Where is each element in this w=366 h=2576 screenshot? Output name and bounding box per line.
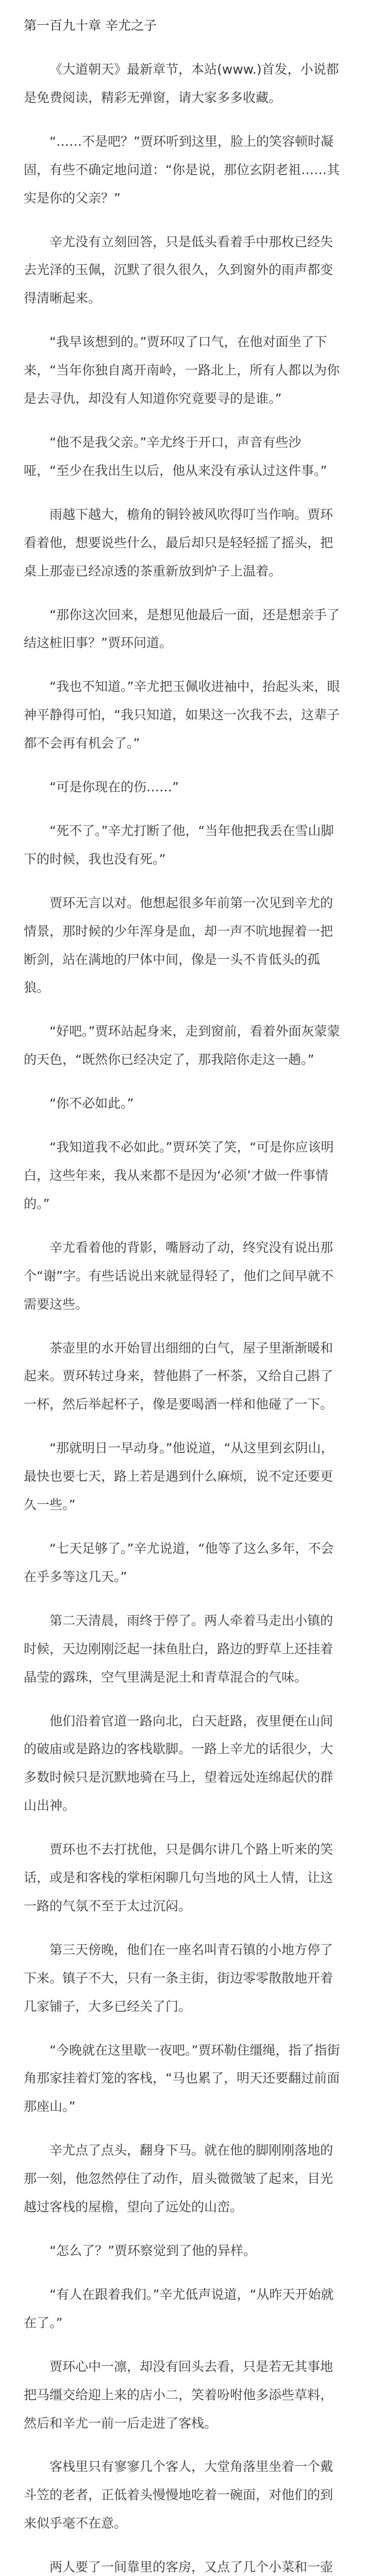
chapter-paragraph: “……不是吧？”贾环听到这里，脸上的笑容顿时凝固，有些不确定地问道：“你是说，那位玄阴老祖……其实是你的父亲？” xyxy=(24,133,340,206)
chapter-paragraph: 贾环心中一凛，却没有回头去看，只是若无其事地把马缰交给迎上来的店小二，笑着吩咐他多添些草料，然后和辛尤一前一后走进了客栈。 xyxy=(24,2359,334,2431)
chapter-paragraph: “你不必如此。” xyxy=(49,1096,134,1111)
chapter-paragraph: “七天足够了。”辛尤说道，“他等了这么多年，不会在乎多等这几天。” xyxy=(24,1540,334,1584)
chapter-paragraph: “好吧。”贾环站起身来，走到窗前，看着外面灰蒙蒙的天色，“既然你已经决定了，那我陪你走这一趟。” xyxy=(24,1024,340,1067)
chapter-paragraph: “有人在跟着我们。”辛尤低声说道，“从昨天开始就在了。” xyxy=(24,2286,334,2330)
chapter-content xyxy=(24,56,342,2576)
chapter-paragraph: 雨越下越大，檐角的铜铃被风吹得叮当作响。贾环看着他，想要说些什么，最后却只是轻轻摇了摇头，把桌上那壶已经凉透的茶重新放到炉子上温着。 xyxy=(24,506,334,579)
chapter-paragraph: “我知道我不必如此。”贾环笑了笑，“可是你应该明白，这些年来，我从来都不是因为‘必须’才做一件事情的。” xyxy=(24,1140,334,1211)
chapter-paragraph: “怎么了？”贾环察觉到了他的异样。 xyxy=(49,2243,256,2258)
chapter-title: 第一百九十章 辛尤之子 xyxy=(24,18,157,33)
chapter-paragraph: 辛尤点了点头，翻身下马。就在他的脚刚刚落地的那一刻，他忽然停住了动作，眉头微微皱了起来，目光越过客栈的屋檐，望向了远处的山峦。 xyxy=(24,2143,334,2215)
chapter-paragraph: 《大道朝天》最新章节，本站(www.)首发，小说都是免费阅读，精彩无弹窗，请大家多多收藏。 xyxy=(24,62,339,105)
chapter-paragraph: 他们沿着官道一路向北，白天赶路，夜里便在山间的破庙或是路边的客栈歇脚。一路上辛尤的话很少，大多数时候只是沉默地骑在马上，望着远处连绵起伏的群山出神。 xyxy=(24,1713,334,1814)
chapter-paragraph: 辛尤没有立刻回答，只是低头看着手中那枚已经失去光泽的玉佩，沉默了很久很久，久到窗外的雨声都变得清晰起来。 xyxy=(24,234,334,306)
chapter-paragraph: 贾环也不去打扰他，只是偶尔讲几个路上听来的笑话，或是和客栈的掌柜闲聊几句当地的风土人情，让这一路的气氛不至于太过沉闷。 xyxy=(24,1842,334,1913)
chapter-paragraph: “可是你现在的伤……” xyxy=(49,779,179,795)
chapter-paragraph: “我早该想到的。”贾环叹了口气，在他对面坐了下来，“当年你独自离开南岭，一路北上，所有人都以为你是去寻仇，却没有人知道你究竟要寻的是谁。” xyxy=(24,334,340,406)
chapter-paragraph: “他不是我父亲。”辛尤终于开口，声音有些沙哑，“至少在我出生以后，他从来没有承认过这件事。” xyxy=(24,434,327,478)
chapter-paragraph: “我也不知道。”辛尤把玉佩收进袖中，抬起头来，眼神平静得可怕，“我只知道，如果这一次我不去，这辈子都不会再有机会了。” xyxy=(24,679,340,751)
chapter-paragraph: “那你这次回来，是想见他最后一面，还是想亲手了结这桩旧事？”贾环问道。 xyxy=(24,607,340,651)
chapter-paragraph: “今晚就在这里歇一夜吧。”贾环勒住缰绳，指了指街角那家挂着灯笼的客栈，“马也累了，明天还要翻过前面那座山。” xyxy=(24,2042,340,2114)
chapter-paragraph: 第三天傍晚，他们在一座名叫青石镇的小地方停了下来。镇子不大，只有一条主街，街边零零散散地开着几家铺子，大多已经关了门。 xyxy=(24,1942,334,2014)
chapter-paragraph: 贾环无言以对。他想起很多年前第一次见到辛尤的情景，那时候的少年浑身是血，却一声不吭地握着一把断剑，站在满地的尸体中间，像是一头不肯低头的孤狼。 xyxy=(24,895,334,995)
chapter-paragraph: 茶壶里的水开始冒出细细的白气，屋子里渐渐暖和起来。贾环转过身来，替他斟了一杯茶，又给自己斟了一杯，然后举起杯子，像是要喝酒一样和他碰了一下。 xyxy=(24,1340,334,1412)
chapter-paragraph: “那就明日一早动身。”他说道，“从这里到玄阴山，最快也要七天，路上若是遇到什么麻烦，说不定还要更久一些。” xyxy=(24,1440,334,1513)
chapter-paragraph: 客栈里只有寥寥几个客人，大堂角落里坐着一个戴斗笠的老者，正低着头慢慢地吃着一碗面，对他们的到来似乎毫不在意。 xyxy=(24,2459,334,2531)
chapter-paragraph: 辛尤看着他的背影，嘴唇动了动，终究没有说出那个“谢”字。有些话说出来就显得轻了，他们之间早就不需要这些。 xyxy=(24,1240,334,1312)
chapter-paragraph: 第二天清晨，雨终于停了。两人牵着马走出小镇的时候，天边刚刚泛起一抹鱼肚白，路边的野草上还挂着晶莹的露珠，空气里满是泥土和青草混合的气味。 xyxy=(24,1613,334,1685)
chapter-paragraph: “死不了。”辛尤打断了他，“当年他把我丢在雪山脚下的时候，我也没有死。” xyxy=(24,823,334,867)
chapter-paragraph: 两人要了一间靠里的客房，又点了几个小菜和一壶 xyxy=(49,2560,334,2575)
